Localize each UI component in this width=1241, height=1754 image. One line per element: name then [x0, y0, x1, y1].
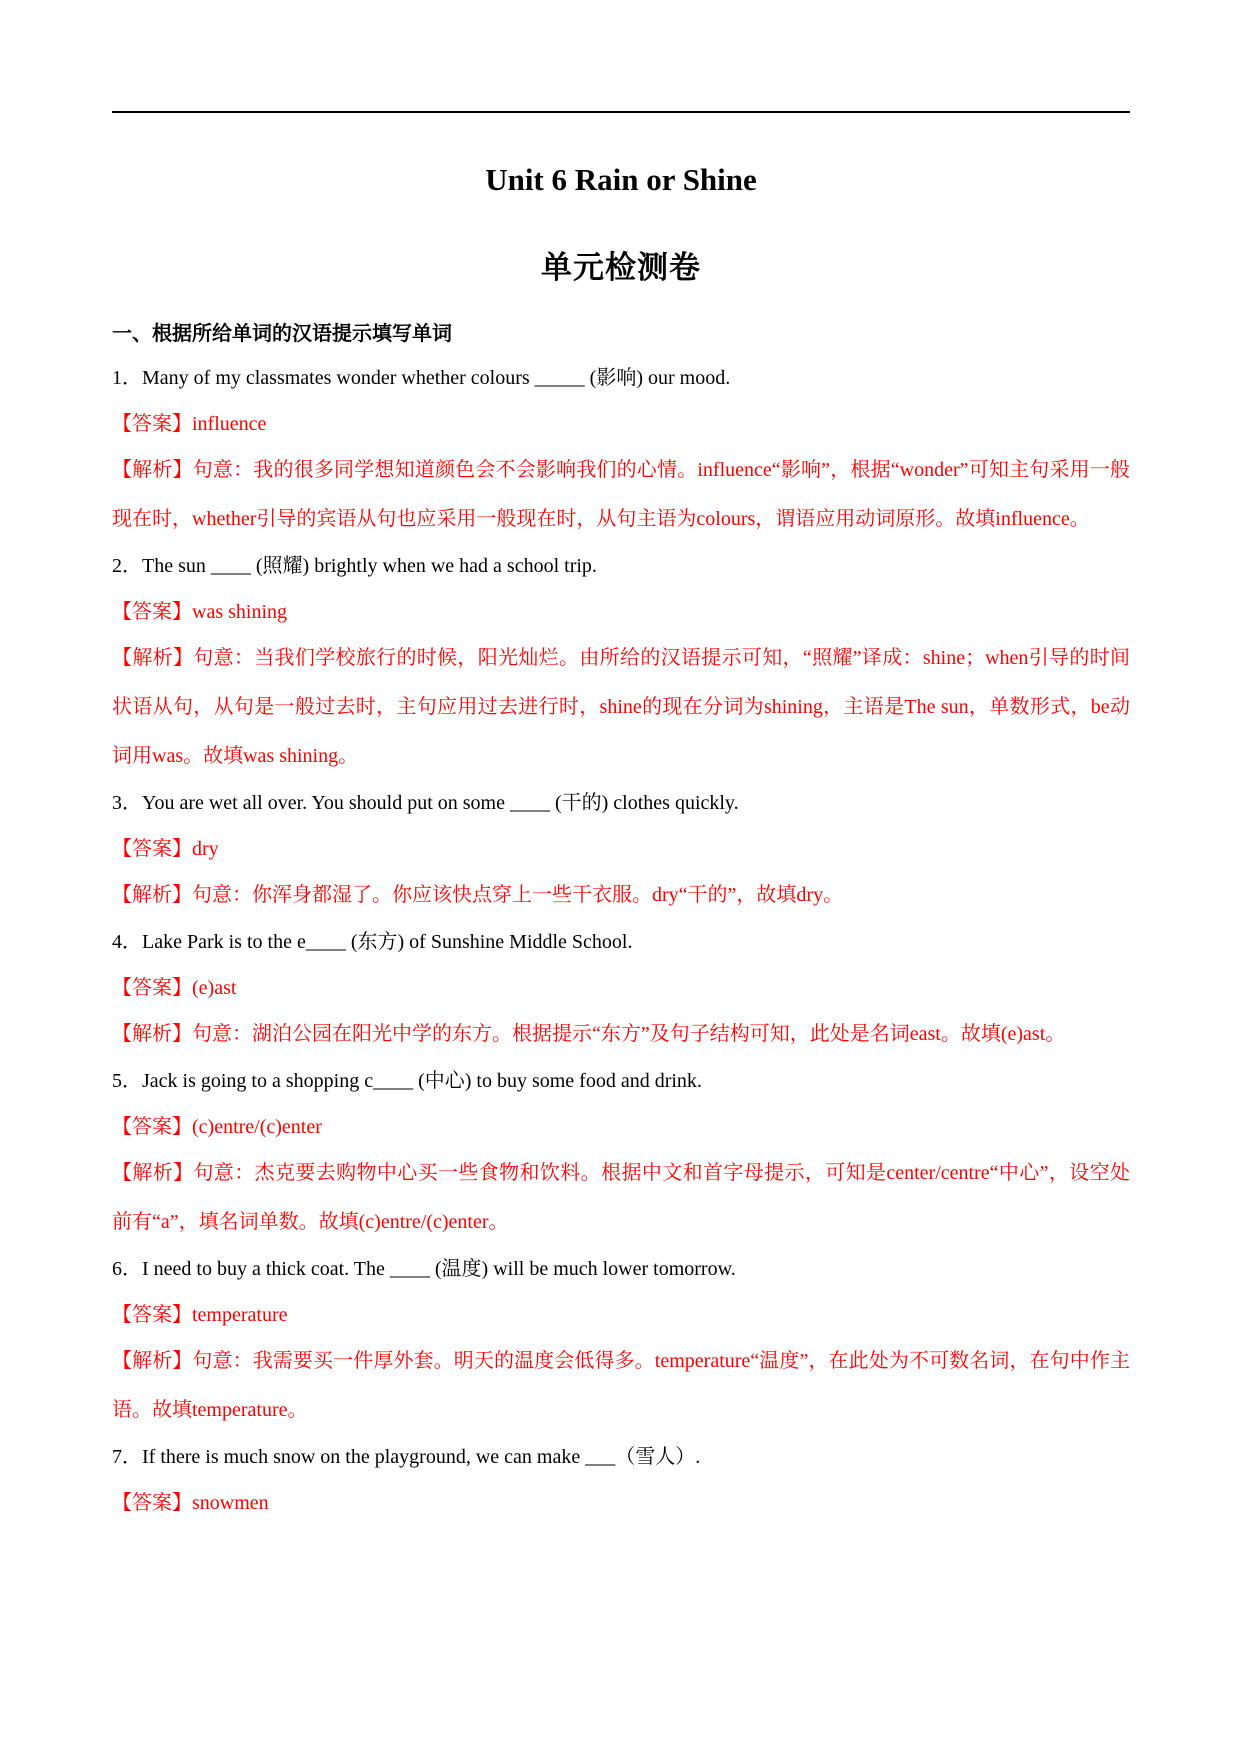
explanation: [112, 634, 1130, 781]
explanation-tag: 【解析】: [112, 1162, 194, 1184]
explanation-tag: 【解析】: [112, 884, 192, 906]
explanation-tag: 【解析】: [112, 1350, 193, 1372]
answer-tag: 【答案】: [112, 1304, 192, 1326]
explanation: [112, 1337, 1130, 1435]
explanation-text: 句意：你浑身都湿了。你应该快点穿上一些干衣服。dry“干的”，故填dry。: [192, 884, 844, 906]
unit-title: Unit 6 Rain or Shine: [485, 162, 757, 197]
answer-value: dry: [192, 838, 219, 860]
question-text: 3．You are wet all over. You should put on some ____ (干的) clothes quickly.: [112, 792, 739, 814]
header-rule: [112, 111, 1130, 113]
answer-tag: 【答案】: [112, 977, 192, 999]
question-text: 2．The sun ____ (照耀) brightly when we had a school trip.: [112, 555, 597, 577]
explanation-tag: 【解析】: [112, 459, 193, 481]
explanation-text: 句意：当我们学校旅行的时候，阳光灿烂。由所给的汉语提示可知，“照耀”译成：shine；when引导的时间状语从句，从句是一般过去时，主句应用过去进行时，shine的现在分词为shining，主语是The sun，单数形式，be动词用was。故填was shining。: [112, 647, 1130, 767]
question-text: 6．I need to buy a thick coat. The ____ (温度) will be much lower tomorrow.: [112, 1258, 736, 1280]
explanation: [112, 1149, 1130, 1247]
explanation: [112, 446, 1130, 544]
explanation-text: 句意：杰克要去购物中心买一些食物和饮料。根据中文和首字母提示，可知是center/centre“中心”，设空处前有“a”，填名词单数。故填(c)entre/(c)enter。: [112, 1162, 1130, 1233]
answer-value: (c)entre/(c)enter: [192, 1116, 322, 1138]
answer-line: [112, 1301, 1130, 1329]
question-list: [112, 364, 1130, 1535]
answer-value: snowmen: [192, 1492, 269, 1514]
answer-tag: 【答案】: [112, 601, 192, 623]
explanation-tag: 【解析】: [112, 647, 194, 669]
explanation-text: 句意：湖泊公园在阳光中学的东方。根据提示“东方”及句子结构可知，此处是名词east。故填(e)ast。: [192, 1023, 1066, 1045]
explanation-text: 句意：我的很多同学想知道颜色会不会影响我们的心情。influence“影响”，根据“wonder”可知主句采用一般现在时，whether引导的宾语从句也应采用一般现在时，从句主语为colours，谓语应用动词原形。故填influence。: [112, 459, 1130, 530]
document-page: [112, 0, 1130, 1754]
explanation: [112, 1010, 1130, 1059]
answer-line: [112, 1113, 1130, 1141]
answer-line: [112, 410, 1130, 438]
answer-line: [112, 835, 1130, 863]
answer-value: was shining: [192, 601, 287, 623]
answer-line: [112, 1489, 1130, 1517]
question-text: 5．Jack is going to a shopping c____ (中心) to buy some food and drink.: [112, 1070, 702, 1092]
question-text: 1．Many of my classmates wonder whether colours _____ (影响) our mood.: [112, 367, 731, 389]
answer-line: [112, 598, 1130, 626]
question-text: 7．If there is much snow on the playground, we can make ___（雪人）.: [112, 1446, 701, 1468]
question-text: 4．Lake Park is to the e____ (东方) of Sunshine Middle School.: [112, 931, 633, 953]
answer-tag: 【答案】: [112, 413, 192, 435]
answer-tag: 【答案】: [112, 838, 192, 860]
answer-tag: 【答案】: [112, 1492, 192, 1514]
explanation-text: 句意：我需要买一件厚外套。明天的温度会低得多。temperature“温度”，在此处为不可数名词，在句中作主语。故填temperature。: [112, 1350, 1130, 1421]
answer-value: (e)ast: [192, 977, 237, 999]
answer-line: [112, 974, 1130, 1002]
answer-value: influence: [192, 413, 267, 435]
answer-tag: 【答案】: [112, 1116, 192, 1138]
section-heading: 一、根据所给单词的汉语提示填写单词: [112, 323, 452, 345]
explanation: [112, 871, 1130, 920]
test-title: 单元检测卷: [541, 250, 701, 285]
answer-value: temperature: [192, 1304, 288, 1326]
explanation-tag: 【解析】: [112, 1023, 192, 1045]
